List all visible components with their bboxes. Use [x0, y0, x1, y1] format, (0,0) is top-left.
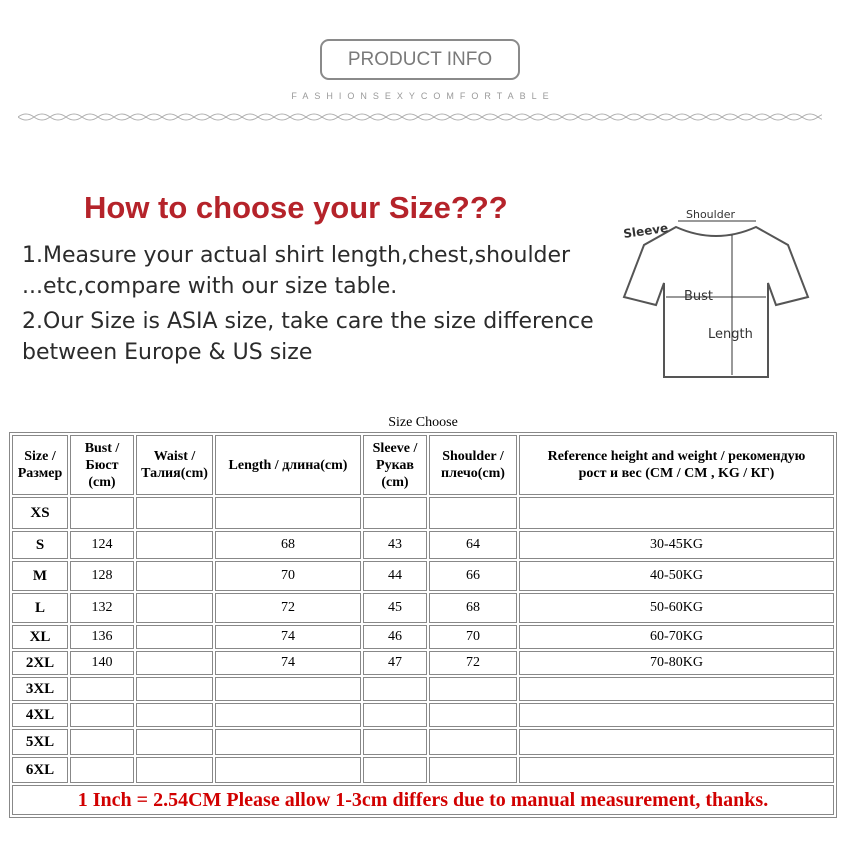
diagram-label-length: Length — [708, 327, 753, 342]
table-cell: 60-70KG — [519, 625, 834, 649]
table-cell — [215, 703, 361, 727]
size-label-cell: S — [12, 531, 68, 559]
table-cell — [363, 729, 427, 755]
table-cell: 70-80KG — [519, 651, 834, 675]
table-header-row — [12, 435, 834, 495]
table-cell — [363, 497, 427, 529]
tagline: FASHIONSEXYCOMFORTABLE — [291, 91, 555, 101]
table-cell: 47 — [363, 651, 427, 675]
size-label-cell: XS — [12, 497, 68, 529]
table-cell — [70, 757, 134, 783]
wave-divider — [18, 110, 822, 124]
table-cell — [363, 677, 427, 701]
table-row — [12, 561, 834, 591]
table-cell — [429, 703, 517, 727]
table-cell — [136, 677, 213, 701]
size-label-cell: 5XL — [12, 729, 68, 755]
table-row — [12, 703, 834, 727]
table-cell: 64 — [429, 531, 517, 559]
table-cell: 140 — [70, 651, 134, 675]
table-row — [12, 677, 834, 701]
table-cell: 68 — [215, 531, 361, 559]
tshirt-outline — [624, 227, 808, 377]
table-cell — [70, 497, 134, 529]
table-cell — [215, 729, 361, 755]
table-row — [12, 757, 834, 783]
table-cell — [519, 677, 834, 701]
table-cell — [519, 497, 834, 529]
table-cell: 44 — [363, 561, 427, 591]
size-label-cell: 6XL — [12, 757, 68, 783]
table-cell — [215, 757, 361, 783]
table-cell — [519, 703, 834, 727]
table-cell: 45 — [363, 593, 427, 623]
column-header: Length / длина(cm) — [215, 435, 361, 495]
column-header: Bust / Бюст (cm) — [70, 435, 134, 495]
table-cell — [429, 677, 517, 701]
size-label-cell: 4XL — [12, 703, 68, 727]
table-cell: 46 — [363, 625, 427, 649]
table-row — [12, 729, 834, 755]
table-cell: 74 — [215, 625, 361, 649]
table-cell: 132 — [70, 593, 134, 623]
table-cell — [136, 757, 213, 783]
table-row — [12, 497, 834, 529]
table-cell: 128 — [70, 561, 134, 591]
table-cell — [363, 757, 427, 783]
diagram-label-shoulder: Shoulder — [686, 208, 735, 221]
table-cell: 30-45KG — [519, 531, 834, 559]
table-cell — [215, 497, 361, 529]
table-cell: 72 — [429, 651, 517, 675]
table-cell — [136, 497, 213, 529]
diagram-label-bust: Bust — [684, 289, 714, 304]
table-cell — [429, 757, 517, 783]
table-cell: 70 — [429, 625, 517, 649]
table-cell — [215, 677, 361, 701]
column-header: Shoulder / плечо(cm) — [429, 435, 517, 495]
table-cell — [70, 729, 134, 755]
table-cell — [136, 703, 213, 727]
size-label-cell: 2XL — [12, 651, 68, 675]
table-cell — [136, 729, 213, 755]
table-cell: 74 — [215, 651, 361, 675]
column-header: Size / Размер — [12, 435, 68, 495]
size-label-cell: M — [12, 561, 68, 591]
table-caption: Size Choose — [388, 415, 458, 430]
table-cell: 70 — [215, 561, 361, 591]
table-cell — [519, 757, 834, 783]
table-cell: 124 — [70, 531, 134, 559]
column-header: Reference height and weight / рекомендую рост и вес (CM / CM , KG / КГ) — [519, 435, 834, 495]
table-cell — [136, 625, 213, 649]
table-cell — [136, 593, 213, 623]
instruction-line: ...etc,compare with our size table. — [22, 274, 398, 299]
tshirt-measurement-diagram — [616, 205, 816, 380]
table-cell — [519, 729, 834, 755]
size-label-cell: L — [12, 593, 68, 623]
table-row — [12, 625, 834, 649]
size-chart-table — [9, 432, 837, 818]
table-cell: 68 — [429, 593, 517, 623]
product-info-badge: PRODUCT INFO — [320, 39, 520, 80]
size-label-cell: XL — [12, 625, 68, 649]
table-cell — [136, 561, 213, 591]
table-cell — [429, 729, 517, 755]
table-cell — [70, 677, 134, 701]
instruction-line: 1.Measure your actual shirt length,chest,shoulder — [22, 243, 571, 268]
table-cell — [136, 531, 213, 559]
column-header: Waist / Талия(cm) — [136, 435, 213, 495]
table-cell — [136, 651, 213, 675]
table-cell — [429, 497, 517, 529]
size-label-cell: 3XL — [12, 677, 68, 701]
measurement-note: 1 Inch = 2.54CM Please allow 1-3cm differs due to manual measurement, thanks. — [12, 785, 834, 815]
instruction-line: 2.Our Size is ASIA size, take care the size difference — [22, 309, 594, 334]
table-row — [12, 651, 834, 675]
column-header: Sleeve / Рукав (cm) — [363, 435, 427, 495]
table-cell: 50-60KG — [519, 593, 834, 623]
table-cell: 72 — [215, 593, 361, 623]
table-row — [12, 593, 834, 623]
diagram-label-sleeve: Sleeve — [622, 220, 669, 241]
table-cell — [70, 703, 134, 727]
instruction-line: between Europe & US size — [22, 340, 313, 365]
size-guide-title: How to choose your Size??? — [84, 190, 508, 225]
table-row — [12, 531, 834, 559]
table-cell: 66 — [429, 561, 517, 591]
table-cell: 136 — [70, 625, 134, 649]
table-cell: 43 — [363, 531, 427, 559]
table-cell — [363, 703, 427, 727]
table-cell: 40-50KG — [519, 561, 834, 591]
